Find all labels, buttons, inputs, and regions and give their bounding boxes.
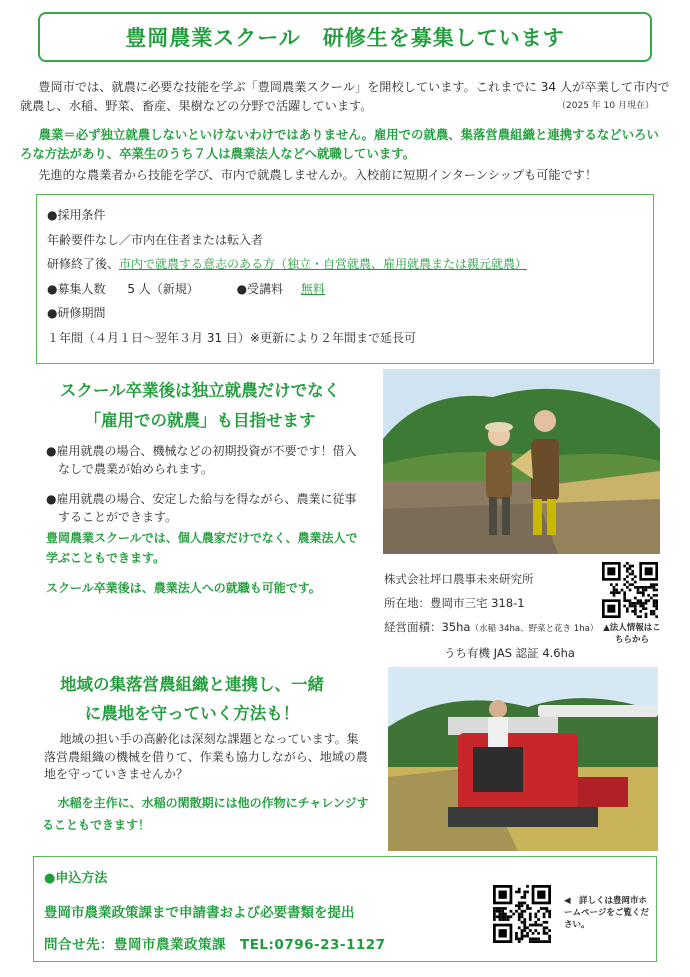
title-box [38, 12, 652, 62]
conditions-after-prefix: 研修終了後、 [47, 257, 120, 271]
section1-green [46, 528, 364, 608]
period-value: １年間（４月１日～翌年３月 31 日）※更新により２年間まで延長可 [47, 330, 416, 345]
conditions-heading: ●採用条件 [47, 208, 106, 222]
emphasis-text: 農業＝必ず独立就農しないといけないわけではありません。雇用での就農、集落営農組織と連携するなどいろいろな方法があり、卒業生のうち７人は農業法人などへ就職しています。 [20, 127, 659, 161]
section1-heading-line1: スクール卒業後は独立就農だけでなく [59, 381, 341, 400]
conditions-after-underline: 市内で就農する意志のある方（独立・自営就農、雇用就農または親元就農） [119, 257, 528, 271]
conditions-age: 年齢要件なし／市内在住者または転入者 [47, 232, 264, 247]
company-info [384, 567, 599, 665]
section2-heading-line2: に農地を守っていく方法も！ [84, 704, 300, 723]
farmers-photo [383, 369, 660, 554]
period-label: ●研修期間 [47, 306, 106, 320]
qr-code-icon[interactable] [493, 885, 551, 943]
conditions-capacity-row [47, 277, 643, 302]
contact-info: 問合せ先：豊岡市農業政策課 TEL:0796-23-1127 [44, 937, 386, 953]
apply-box [33, 856, 657, 962]
conditions-box [36, 194, 654, 364]
apply-label: ●申込方法 [44, 871, 108, 886]
company-area-prefix: 経営面積：35ha [384, 620, 471, 634]
company-name: 株式会社坪口農事未来研究所 [384, 572, 534, 586]
section1-green-2: スクール卒業後は、農業法人への就職も可能です。 [46, 581, 321, 595]
section2-heading [36, 670, 348, 728]
section1-heading-line2: 「雇用での就農」も目指せます [84, 411, 316, 430]
capacity-value: 5 人（新規） [127, 281, 199, 296]
section2-body: 地域の担い手の高齢化は深刻な課題となっています。集落営農組織の機械を借りて、作業も協力しながら、地域の農地を守っていきませんか？ [44, 732, 368, 781]
section1-bullets [46, 443, 366, 539]
bullet-item: ●雇用就農の場合、安定した給与を得ながら、農業に従事することができます。 [46, 492, 357, 524]
qr-note: ◀ 詳しくは豊岡市ホームページをご覧ください。 [564, 896, 649, 930]
section2-green: 水稲を主作に、水稲の閑散期には他の作物にチャレンジすることもできます！ [42, 796, 369, 832]
qr-caption: ▲法人情報はこちらから [603, 623, 661, 645]
capacity-label: ●募集人数 [47, 281, 106, 296]
bullet-item: ●雇用就農の場合、機械などの初期投資が不要です！借入なしで農業が始められます。 [46, 444, 357, 476]
section1-heading [40, 376, 360, 436]
fee-label: ●受講料 [236, 281, 284, 296]
apply-text: 豊岡市農業政策課まで申請書および必要書類を提出 [44, 905, 355, 921]
company-area-detail: （水稲 34ha、野菜と花き 1ha） [470, 624, 599, 634]
page-title: 豊岡農業スクール 研修生を募集しています [125, 26, 565, 50]
conditions-after [47, 252, 643, 277]
closing-text: 先進的な農業者から技能を学び、市内で就農しませんか。入校前に短期インターンシップも可能です！ [38, 168, 598, 182]
company-area [384, 615, 599, 641]
qr-code-icon[interactable] [602, 562, 658, 618]
intro-text: 豊岡市では、就農に必要な技能を学ぶ「豊岡農業スクール」を開校しています。これまでに 34 人が卒業して市内で就農し、水稲、野菜、畜産、果樹などの分野で活躍しています。 [20, 80, 670, 113]
company-address: 所在地：豊岡市三宅 318-1 [384, 596, 525, 610]
company-organic: うち有機 JAS 認証 4.6ha [444, 646, 575, 660]
section2-heading-line1: 地域の集落営農組織と連携し、一緒 [60, 675, 324, 694]
intro-note: （2025 年 10 月現在） [557, 101, 654, 111]
combine-harvester-photo [388, 667, 658, 851]
section1-green-1: 豊岡農業スクールでは、個人農家だけでなく、農業法人で学ぶこともできます。 [46, 531, 358, 565]
fee-value: 無料 [300, 281, 325, 296]
